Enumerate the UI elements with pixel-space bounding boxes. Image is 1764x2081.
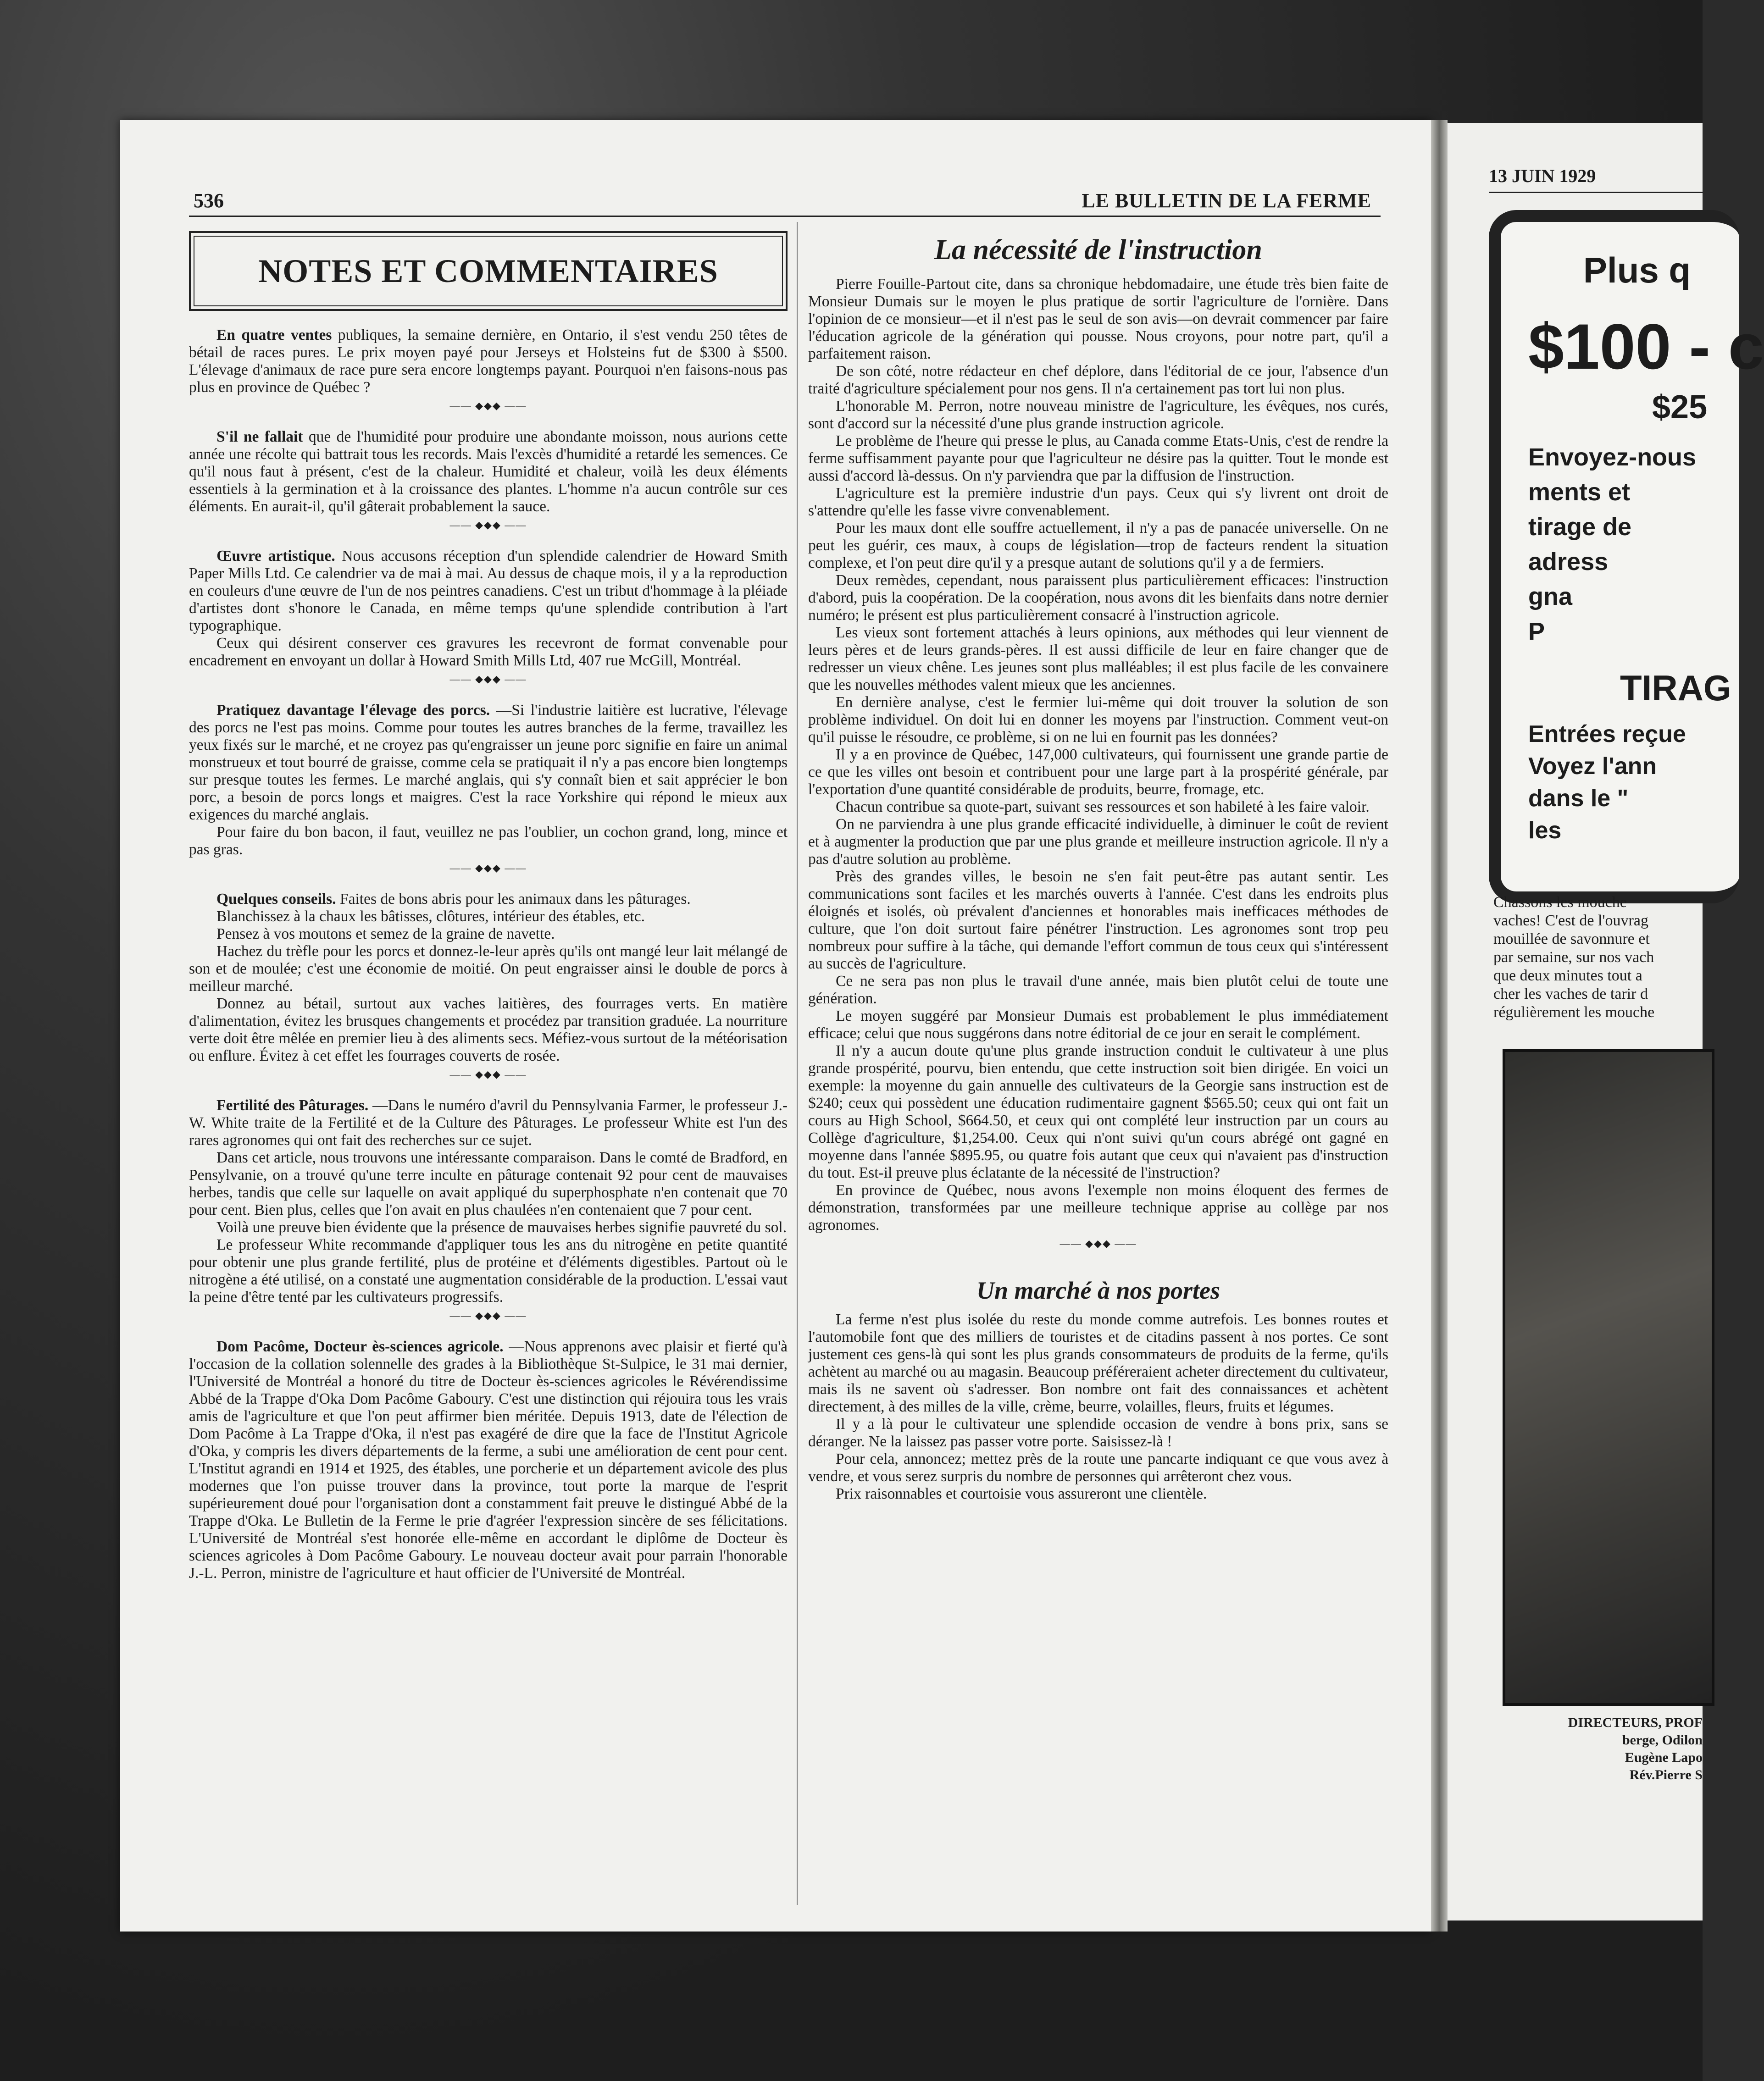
notes-blocks: [189, 327, 788, 1582]
ornament-divider: —— ◆◆◆ ——: [449, 673, 527, 685]
note-paragraph: [189, 891, 788, 908]
note-paragraph: [189, 327, 788, 396]
ad-body-line: ments et: [1528, 478, 1631, 506]
page-gutter: [1431, 120, 1448, 1932]
note-text: —Dans le numéro d'avril du Pennsylvania Farmer, le professeur J.-W. White traite de la Fertilité et de la Culture des Pâturages. Le professeur White est l'un des rares agronomes qui ont fait des recherches sur ce sujet.: [189, 1097, 788, 1149]
advertisement-box: [1489, 210, 1764, 903]
note-paragraph: [189, 925, 788, 943]
note-text: publiques, la semaine dernière, en Ontario, il s'est vendu 250 têtes de bétail de races pures. Le prix moyen payé pour Jerseys et Holsteins fut de $300 à $500. L'élevage d'animaux de race pure sera encore longtemps payant. Pourquoi n'en faisons-nous pas plus en province de Québec ?: [189, 327, 788, 396]
article-paragraph: Le problème de l'heure qui presse le plus, au Canada comme Etats-Unis, c'est de rendre la ferme suffisamment payante pour que l'agriculteur ne désire pas la quitter. Tout le monde est aussi d'accord là-dessus. On n'y parviendra que par la diffusion de l'instruction.: [808, 432, 1388, 484]
note-text: Le professeur White recommande d'appliquer tous les ans du nitrogène en petite quantité pour obtenir une plus grande fertilité, plus de protéine et d'éléments digestibles. Partout où le nitrogène a été utilisé, on a constaté une augmentation considérable de la production. L'essai vaut la peine d'être tenté par les cultivateurs progressifs.: [189, 1236, 788, 1306]
article-title-instruction: La nécessité de l'instruction: [934, 234, 1262, 266]
note-paragraph: [189, 702, 788, 824]
note-text: —Nous apprenons avec plaisir et fierté qu'à l'occasion de la collation solennelle des grades à la Bibliothèque St-Sulpice, le 31 mai dernier, l'Université de Montréal a honoré du titre de Docteur ès-sciences agricoles le Révérendissime Abbé de la Trappe d'Oka Dom Pacôme Gaboury. C'est une distinction qui réjouira tous les vrais amis de l'agriculture et que l'on peut affirmer bien méritée. Depuis 1913, date de l'élection de Dom Pacôme à La Trappe d'Oka, il n'est pas exagéré de dire que la face de l'Institut Agricole d'Oka, y compris les divers départements de la ferme, a subi une amélioration de cent pour cent. L'Institut agrandi en 1914 et 1925, des étables, une porcherie et un département avicole des plus modernes que l'on puisse trouver dans la province, tout porte la marque de l'esprit supérieurement doué pour l'organisation dont a constamment fait preuve le distingué Abbé de la Trappe d'Oka. Le Bulletin de la Ferme le prie d'agréer l'expression sincère de ses félicitations. L'Université de Montréal s'est honorée elle-même en accordant le diplôme de Docteur ès sciences agricoles à Dom Pacôme Gaboury. Le nouveau docteur avait pour parrain l'honorable J.-L. Perron, ministre de l'agriculture et haut officier de l'Université de Montréal.: [189, 1338, 788, 1582]
ornament-divider: —— ◆◆◆ ——: [449, 519, 527, 531]
note-lead: En quatre ventes: [216, 327, 338, 343]
caption-line: DIRECTEURS, PROF: [1568, 1715, 1703, 1730]
right-page-text: [1493, 893, 1703, 1022]
article-paragraph: Pour les maux dont elle souffre actuellement, il n'y a pas de panacée universelle. On ne peut les guérir, ces maux, à coups de législation—trop de facteurs rendent la situation complexe, et l'on peut dire qu'il y a presque autant de solutions qu'il y a de fermiers.: [808, 520, 1388, 571]
text-line: par semaine, sur nos vach: [1493, 949, 1654, 966]
ad-footer-line: dans le ": [1528, 785, 1629, 812]
photograph: [1503, 1049, 1714, 1706]
article-paragraph: On ne parviendra à une plus grande efficacité individuelle, à diminuer le coût de revient et à augmenter la production que par une plus grande et meilleure instruction agricole. Il n'y a pas d'autre solution au problème.: [808, 816, 1388, 868]
note-paragraph: [189, 908, 788, 925]
ad-tirage: TIRAG: [1620, 668, 1731, 708]
note-text: Ceux qui désirent conserver ces gravures les recevront de format convenable pour encadrement en envoyant un dollar à Howard Smith Mills Ltd, 407 rue McGill, Montréal.: [189, 635, 788, 669]
text-line: Chassons les mouche: [1493, 894, 1627, 911]
text-line: cher les vaches de tarir d: [1493, 985, 1648, 1002]
article-paragraph: En province de Québec, nous avons l'exemple non moins éloquent des fermes de démonstration, transformées par une meilleure technique apprise au collège par nos agronomes.: [808, 1182, 1388, 1234]
note-paragraph: [189, 1097, 788, 1149]
photo-caption: [1493, 1714, 1703, 1784]
note-paragraph: [189, 428, 788, 515]
ad-second-prize: $25: [1652, 389, 1708, 426]
articles-column: [808, 222, 1388, 1503]
article-body-marche: [808, 1311, 1388, 1503]
note-text: Nous accusons réception d'un splendide calendrier de Howard Smith Paper Mills Ltd. Ce calendrier va de mai à mai. Au dessus de chaque mois, il y a la reproduction en couleurs d'une œuvre de l'un de nos peintres canadiens. C'est un tribut d'hommage à la pléiade d'artistes dont s'honore le Canada, en même temps qu'une splendide contribution à l'art typographique.: [189, 548, 788, 634]
article-paragraph: Près des grandes villes, le besoin ne s'en fait peut-être pas autant sentir. Les communications sont faciles et les marchés ouverts à l'année. C'est dans les endroits plus éloignés et isolés, où prévalent d'anciennes et honorables mais inefficaces méthodes de culture, que l'on doit surtout faire pénétrer l'instruction. Les agronomes sont trop peu nombreux pour suffire à la tâche, qui demande l'effort commun de tous ceux qui s'intéressent au succès de l'agriculture.: [808, 868, 1388, 972]
note-paragraph: [189, 1149, 788, 1219]
article-paragraph: Pour cela, annoncez; mettez près de la route une pancarte indiquant ce que vous avez à vendre, et vous serez surpris du nombre de personnes qui arrêteront chez vous.: [808, 1450, 1388, 1485]
ornament-divider: —— ◆◆◆ ——: [449, 1310, 527, 1321]
text-line: que deux minutes tout a: [1493, 967, 1642, 984]
ad-body-line: adress: [1528, 548, 1609, 576]
right-page-date: 13 JUIN 1929: [1489, 166, 1596, 186]
article-paragraph: En dernière analyse, c'est le fermier lui-même qui doit trouver la solution de son problème individuel. On doit lui en donner les moyens par l'instruction. Comment veut-on qu'il puisse le résoudre, ce problème, si on ne lui en fournit pas les données?: [808, 694, 1388, 746]
note-block: [189, 702, 788, 858]
note-block: [189, 327, 788, 396]
right-header-rule: [1489, 192, 1703, 193]
ornament-divider: —— ◆◆◆ ——: [449, 400, 527, 411]
caption-line: Rév.Pierre S: [1629, 1767, 1703, 1782]
note-lead: Pratiquez davantage l'élevage des porcs.: [216, 702, 496, 719]
ad-footer-line: Voyez l'ann: [1528, 753, 1657, 780]
note-block: [189, 428, 788, 515]
note-block: [189, 1338, 788, 1582]
notes-title: NOTES ET COMMENTAIRES: [194, 236, 783, 306]
ad-prize: $100 -: [1528, 310, 1710, 382]
article-body-instruction: [808, 276, 1388, 1234]
page-number: 536: [194, 189, 224, 212]
running-head: LE BULLETIN DE LA FERME: [1082, 189, 1371, 212]
text-line: régulièrement les mouche: [1493, 1004, 1655, 1021]
ad-prize-line: [1528, 310, 1764, 384]
right-page: [1448, 123, 1764, 1920]
column-divider: [797, 222, 798, 1905]
note-text: Pensez à vos moutons et semez de la graine de navette.: [216, 925, 555, 942]
note-paragraph: [189, 995, 788, 1065]
ad-headline: Plus q: [1583, 250, 1691, 290]
notes-title-box: [189, 231, 788, 311]
text-line: mouillée de savonnure et: [1493, 930, 1650, 947]
caption-line: berge, Odilon: [1622, 1732, 1703, 1748]
left-page: [120, 120, 1431, 1932]
note-paragraph: [189, 1236, 788, 1306]
article-paragraph: Deux remèdes, cependant, nous paraissent plus particulièrement efficaces: l'instruction d'abord, puis la coopération. De la coopération, nous avons dit les bienfaits dans notre dernier numéro; le présent est plus particulièrement consacré à l'instruction agricole.: [808, 572, 1388, 624]
note-lead: S'il ne fallait: [216, 428, 309, 445]
article-paragraph: Il y a en province de Québec, 147,000 cultivateurs, qui fournissent une grande partie de ce que les villes ont besoin et contribuent pour une large part à la prospérité générale, par l'exportation d'une quantité considérable de produits, beurre, fromage, etc.: [808, 746, 1388, 798]
ad-footer-line: les: [1528, 817, 1562, 844]
article-title-marche: Un marché à nos portes: [976, 1277, 1220, 1304]
note-paragraph: [189, 1219, 788, 1236]
note-text: Pour faire du bon bacon, il faut, veuillez ne pas l'oublier, un cochon grand, long, mince et pas gras.: [189, 824, 788, 858]
caption-line: Eugène Lapo: [1625, 1750, 1703, 1765]
header-rule: [189, 216, 1381, 217]
article-paragraph: Pierre Fouille-Partout cite, dans sa chronique hebdomadaire, une étude très bien faite de Monsieur Dumais sur le moyen le plus pratique de sortir l'agriculture de l'ornière. Dans l'opinion de ce monsieur—et il n'est pas le seul de son avis—on devrait commencer par faire l'éducation agricole de la génération qui pousse. Nous croyons, pour notre part, qu'il a parfaitement raison.: [808, 276, 1388, 362]
article-paragraph: Les vieux sont fortement attachés à leurs opinions, aux méthodes qui leur viennent de leurs pères et de leurs grands-pères. Il est aussi difficile de leur en faire changer que de redresser un vieux chêne. Les jeunes sont plus malléables; il est plus facile de les convainere que les nouvelles méthodes valent mieux que les anciennes.: [808, 624, 1388, 693]
note-lead: Quelques conseils.: [216, 891, 340, 908]
ad-body: [1528, 440, 1739, 649]
ornament-divider: —— ◆◆◆ ——: [449, 1068, 527, 1080]
ad-body-line: gna: [1528, 583, 1573, 610]
note-text: Hachez du trèfle pour les porcs et donnez-le-leur après qu'ils ont mangé leur lait mélangé de son et de moulée; c'est une économie de moitié. On peut engraisser ainsi le double de porcs à meilleur marché.: [189, 943, 788, 995]
ad-footer-line: Entrées reçue: [1528, 721, 1686, 747]
ornament-divider: —— ◆◆◆ ——: [449, 862, 527, 874]
article-paragraph: De son côté, notre rédacteur en chef déplore, dans l'éditorial de ce jour, l'absence d'un traité d'agriculture spécialement pour nos gens. Il n'a certainement pas tort lui non plus.: [808, 363, 1388, 397]
note-text: que de l'humidité pour produire une abondante moisson, nous aurions cette année une récolte qui battrait tous les records. Mais l'excès d'humidité a retardé les semences. Ce qu'il nous faut à présent, c'est de la chaleur. Humidité et chaleur, voilà les deux éléments essentiels à la germination et à la croissance des plantes. L'homme n'a aucun contrôle sur ces éléments. En aurait-il, qu'il gâterait probablement la sauce.: [189, 428, 788, 515]
note-paragraph: [189, 943, 788, 995]
ad-footer: [1528, 718, 1739, 847]
note-block: [189, 891, 788, 1065]
article-paragraph: Il n'y a aucun doute qu'une plus grande instruction conduit le cultivateur à une plus grande prospérité, pourvu, bien entendu, que cette instruction soit bien dirigée. En voici un exemple: la moyenne du gain annuelle des cultivateurs de la Georgie sans instruction est de $240; ceux qui possèdent une éducation rudimentaire gagnent $565.50; ceux qui ont fait un cours au High School, $664.50, et ceux qui ont complété leur instruction par un cours au Collège d'agriculture, $1,254.00. Ceux qui n'ont suivi qu'un cours abrégé ont gagné en moyenne dans l'année $895.95, ou quatre fois autant que ceux qui n'avaient pas d'instruction du tout. Est-il preuve plus éclatante de la nécessité de l'instruction?: [808, 1042, 1388, 1181]
note-block: [189, 1097, 788, 1306]
text-line: vaches! C'est de l'ouvrag: [1493, 912, 1648, 929]
notes-column: [189, 222, 788, 1582]
article-paragraph: L'agriculture est la première industrie d'un pays. Ceux qui s'y livrent ont droit de s'attendre qu'elle les fasse vivre convenablement.: [808, 485, 1388, 519]
ad-body-line: tirage de: [1528, 513, 1632, 541]
note-paragraph: [189, 548, 788, 635]
ornament-divider: —— ◆◆◆ ——: [1060, 1238, 1137, 1249]
note-text: Donnez au bétail, surtout aux vaches laitières, des fourrages verts. En matière d'alimentation, évitez les brusques changements et procédez par transition graduée. La nourriture verte doit être mêlée en premier lieu à des aliments secs. Méfiez-vous surtout de la météorisation ou enflure. Évitez à cet effet les fourrages couverts de rosée.: [189, 995, 788, 1064]
note-text: Dans cet article, nous trouvons une intéressante comparaison. Dans le comté de Bradford, en Pensylvanie, on a trouvé qu'une terre inculte en pâturage contenait 92 pour cent de mauvaises herbes, tandis que celle sur laquelle on avait appliqué du superphosphate n'en contenait que 70 pour cent. Bien plus, celles que l'on avait en plus chaulées n'en contenaient que 7 pour cent.: [189, 1149, 788, 1218]
note-lead: Œuvre artistique.: [216, 548, 342, 565]
note-lead: Fertilité des Pâturages.: [216, 1097, 373, 1114]
article-paragraph: Il y a là pour le cultivateur une splendide occasion de vendre à bons prix, sans se déranger. Ne la laissez pas passer votre porte. Saisissez-là !: [808, 1416, 1388, 1450]
article-paragraph: Le moyen suggéré par Monsieur Dumais est probablement le plus immédiatement efficace; celui que nous suggérons dans notre éditorial de ce jour en serait le complément.: [808, 1007, 1388, 1042]
article-paragraph: La ferme n'est plus isolée du reste du monde comme autrefois. Les bonnes routes et l'automobile font que des milliers de touristes et de citadins passent à nos portes. Ce sont justement ces gens-là qui sont les plus grands consommateurs de produits de la ferme, qu'ils achètent au marché ou au magasin. Beaucoup préféreraient acheter directement du cultivateur, mais ils ne savent où s'adresser. Bon nombre ont fait des connaissances et achètent directement, à des milles de la ville, crème, beurre, volailles, fleurs, fruits et légumes.: [808, 1311, 1388, 1415]
article-paragraph: Prix raisonnables et courtoisie vous assureront une clientèle.: [836, 1485, 1207, 1502]
article-paragraph: Chacun contribue sa quote-part, suivant ses ressources et son habileté à les faire valoir.: [836, 798, 1370, 815]
note-paragraph: [189, 1338, 788, 1582]
note-block: [189, 548, 788, 670]
note-text: Faites de bons abris pour les animaux dans les pâturages.: [339, 891, 691, 908]
note-lead: Dom Pacôme, Docteur ès-sciences agricole.: [216, 1338, 509, 1355]
article-paragraph: Ce ne sera pas non plus le travail d'une année, mais bien plutôt celui de toute une génération.: [808, 973, 1388, 1007]
note-text: Blanchissez à la chaux les bâtisses, clôtures, intérieur des étables, etc.: [216, 908, 645, 925]
note-text: Voilà une preuve bien évidente que la présence de mauvaises herbes signifie pauvreté du sol.: [216, 1219, 787, 1236]
article-paragraph: L'honorable M. Perron, notre nouveau ministre de l'agriculture, les évêques, nos curés, sont d'accord sur la nécessité d'une plus grande instruction agricole.: [808, 398, 1388, 432]
note-paragraph: [189, 635, 788, 670]
note-paragraph: [189, 824, 788, 858]
note-text: —Si l'industrie laitière est lucrative, l'élevage des porcs ne l'est pas moins. Comme pour toutes les autres branches de la ferme, travaillez les yeux fixés sur le marché, et ne croyez pas qu'engraisser un jeune porc signifie en faire un animal monstrueux et tout bourré de graisse, comme cela se pratiquait il n'y a pas encore bien longtemps sur presque toutes les fermes. Le marché anglais, qui s'y connaît bien et sait apprécier le bon porc, a besoin de porcs longs et maigres. C'est la race Yorkshire qui répond le mieux aux exigences du marché anglais.: [189, 702, 788, 823]
ad-body-line: Envoyez-nous: [1528, 443, 1697, 471]
ad-prize-suffix: c: [1728, 310, 1764, 382]
ad-body-line: P: [1528, 618, 1545, 645]
